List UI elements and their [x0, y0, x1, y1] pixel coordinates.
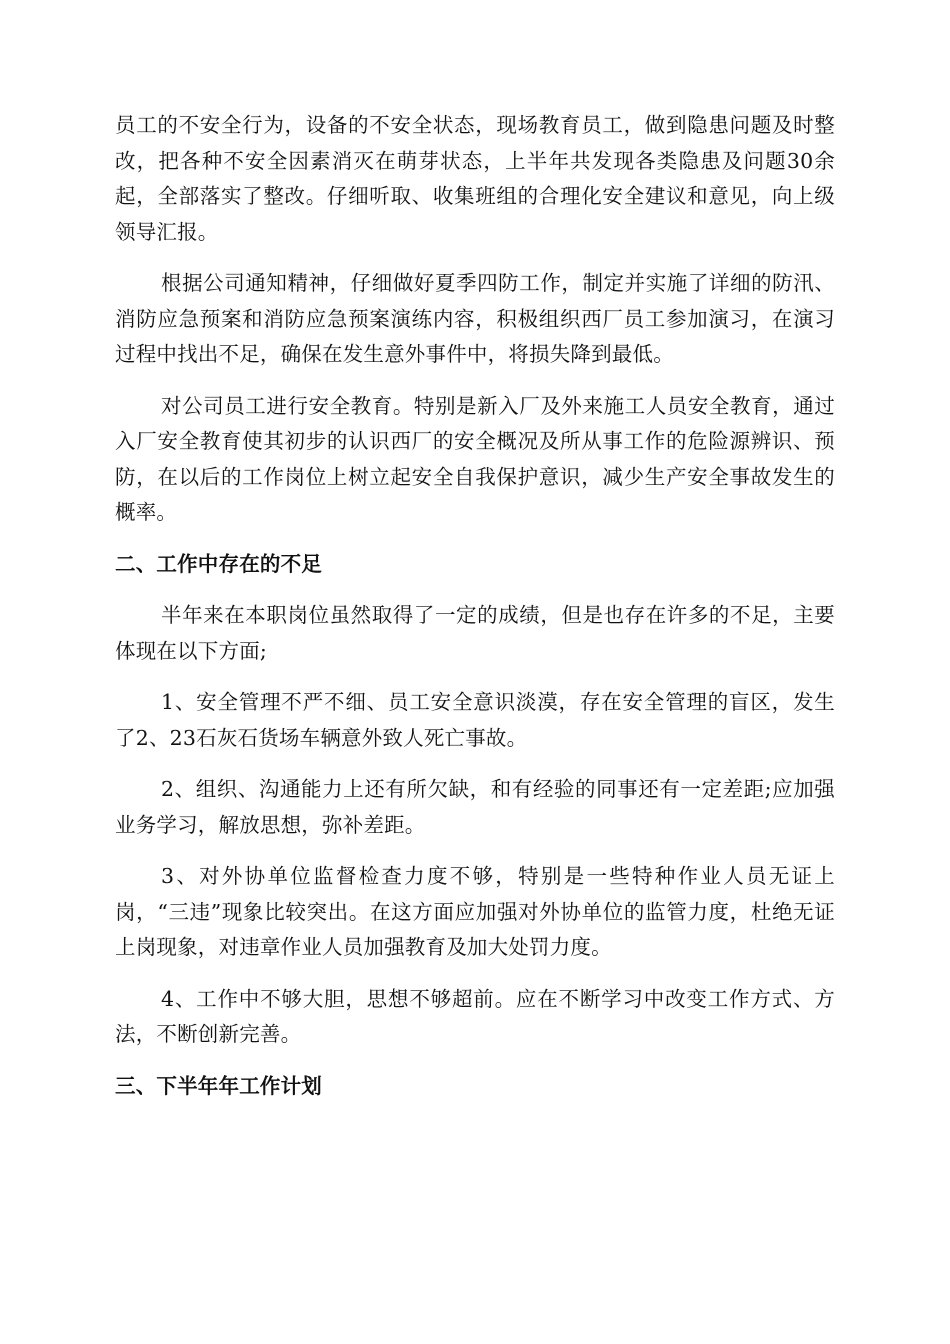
paragraph-summer-prevention: 根据公司通知精神，仔细做好夏季四防工作，制定并实施了详细的防汛、消防应急预案和消防应急预案演练内容，积极组织西厂员工参加演习，在演习过程中找出不足，确保在发生意外事件中，将损失降到最低。: [115, 271, 835, 366]
paragraph-shortcoming-4: 4、工作中不够大胆，思想不够超前。应在不断学习中改变工作方式、方法，不断创新完善。: [115, 986, 835, 1046]
paragraph-shortcoming-3: 3、对外协单位监督检查力度不够，特别是一些特种作业人员无证上岗，“三违”现象比较突出。在这方面应加强对外协单位的监管力度，杜绝无证上岗现象，对违章作业人员加强教育及加大处罚力度。: [115, 864, 835, 959]
section-heading-plan: 三、下半年年工作计划: [115, 1073, 322, 1098]
paragraph-hazard-rectification: 员工的不安全行为，设备的不安全状态，现场教育员工，做到隐患问题及时整改，把各种不安全因素消灭在萌芽状态，上半年共发现各类隐患及问题30余起，全部落实了整改。仔细听取、收集班组的合理化安全建议和意见，向上级领导汇报。: [115, 113, 835, 244]
section-heading-shortcomings: 二、工作中存在的不足: [115, 551, 322, 576]
paragraph-safety-education: 对公司员工进行安全教育。特别是新入厂及外来施工人员安全教育，通过入厂安全教育使其初步的认识西厂的安全概况及所从事工作的危险源辨识、预防，在以后的工作岗位上树立起安全自我保护意识，减少生产安全事故发生的概率。: [115, 393, 835, 524]
document-page: [115, 108, 835, 1120]
paragraph-shortcoming-2: 2、组织、沟通能力上还有所欠缺，和有经验的同事还有一定差距;应加强业务学习，解放思想，弥补差距。: [115, 777, 835, 837]
paragraph-shortcoming-1: 1、安全管理不严不细、员工安全意识淡漠，存在安全管理的盲区，发生了2、23石灰石货场车辆意外致人死亡事故。: [115, 690, 835, 750]
paragraph-shortcomings-intro: 半年来在本职岗位虽然取得了一定的成绩，但是也存在许多的不足，主要体现在以下方面;: [115, 603, 835, 663]
